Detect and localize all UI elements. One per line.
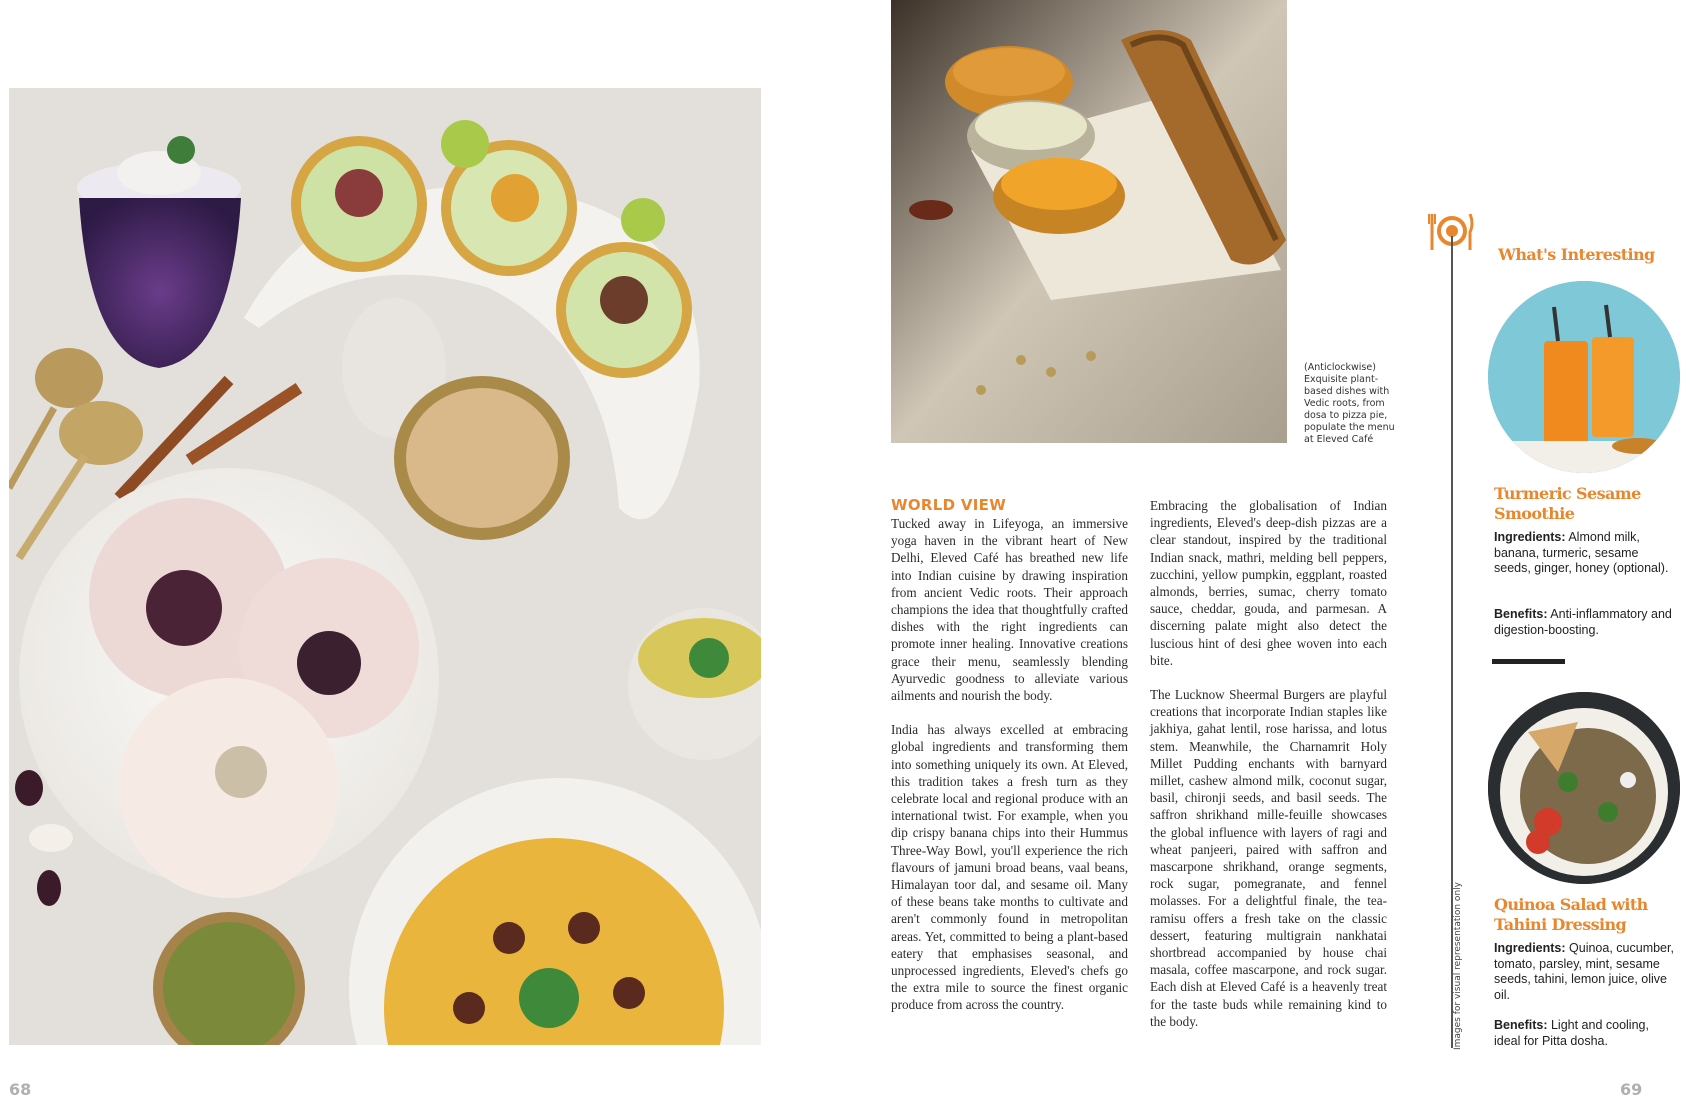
quinoa-salad-ingredients [1494, 941, 1674, 1003]
smoothie-benefits [1494, 607, 1674, 638]
ingredients-label: Ingredients: [1494, 530, 1566, 544]
dosa-bowls-photo [891, 0, 1287, 443]
paragraph: The Lucknow Sheermal Burgers are playful creations that incorporate Indian staples like jakhiya, gahat lentil, rose harissa, and lotus stem. Meanwhile, the Charnamrit Holy Millet Pudding enchants with barnyard millet, cashew almond milk, coconut sugar, basil, chironji seeds, and basil seeds. The saffron shrikhand mille-feuille showcases the global influence with layers of ragi and wheat panjeeri, paired with saffron and mascarpone shrikhand, orange segments, rock sugar, pomegranate, and fennel molasses. For a delightful finale, the tea-ramisu offers a fresh take on the classic dessert, featuring multigrain nankhatai shortbread accompanied by house chai masala, coffee mascarpone, and rock sugar. Each dish at Eleved Café is a heavenly treat for the taste buds while remaining kind to the body. [1150, 687, 1387, 1029]
benefits-label: Benefits: [1494, 1018, 1548, 1032]
sidebar-divider-bar [1492, 659, 1565, 664]
article-column-2 [1150, 497, 1387, 1047]
section-title: WORLD VIEW [891, 496, 1007, 514]
food-spread-photo [9, 88, 761, 1045]
quinoa-salad-benefits [1494, 1018, 1674, 1049]
article-column-1 [891, 515, 1128, 1031]
ingredients-text: Almond milk, banana, turmeric, sesame seeds, ginger, honey (optional). [1494, 530, 1669, 576]
benefits-text: Light and cooling, ideal for Pitta dosha. [1494, 1018, 1649, 1048]
quinoa-salad-photo [1488, 692, 1680, 884]
smoothie-title: Turmeric Sesame Smoothie [1494, 484, 1641, 523]
paragraph: Tucked away in Lifeyoga, an immersive yoga haven in the vibrant heart of New Delhi, Eleved Café has breathed new life into Indian cuisine by drawing inspiration from ancient Vedic roots. Their approach champions the idea that thoughtfully crafted dishes with the right ingredients can promote inner healing. Innovative creations grace their menu, seamlessly blending Ayurvedic goodness to alleviate various ailments and nourish the body. [891, 516, 1128, 704]
smoothie-ingredients [1494, 530, 1674, 577]
quinoa-salad-title: Quinoa Salad with Tahini Dressing [1494, 895, 1648, 934]
page-number-left: 68 [9, 1080, 32, 1099]
paragraph: India has always excelled at embracing global ingredients and transforming them into something uniquely its own. At Eleved, this tradition takes a fresh turn as they celebrate local and regional produce with an international twist. For example, when you dip crispy banana chips into their Hummus Three-Way Bowl, you'll experience the rich flavours of jamuni broad beans, vaal beans, Himalayan toor dal, and sesame oil. Many of these beans take months to cultivate and aren't commonly found in metropolitan areas. Yet, committed to being a plant-based eatery that emphasises seasonal, and unprocessed ingredients, Eleved's chefs go the extra mile to source the finest organic produce from across the country. [891, 722, 1128, 1013]
page-number-right: 69 [1620, 1080, 1643, 1099]
ingredients-text: Quinoa, cucumber, tomato, parsley, mint, sesame seeds, tahini, lemon juice, olive oil. [1494, 941, 1674, 1002]
benefits-text: Anti-inflammatory and digestion-boosting. [1494, 607, 1672, 637]
paragraph: Embracing the globalisation of Indian ingredients, Eleved's deep-dish pizzas are a clear standout, inspired by the traditional Indian snack, mathri, melding bell peppers, zucchini, yellow pumpkin, eggplant, roasted almonds, berries, sumac, cherry tomato sauce, cheddar, gouda, and parmesan. A discerning palate might also detect the luscious hint of desi ghee woven into each bite. [1150, 498, 1387, 668]
benefits-label: Benefits: [1494, 607, 1548, 621]
visual-representation-note: Images for visual representation only [1453, 882, 1463, 1050]
ingredients-label: Ingredients: [1494, 941, 1566, 955]
smoothie-photo [1488, 281, 1680, 473]
photo-caption: (Anticlockwise) Exquisite plant-based dishes with Vedic roots, from dosa to pizza pie, populate the menu at Eleved Café [1304, 362, 1395, 445]
sidebar-heading: What's Interesting [1498, 245, 1655, 264]
